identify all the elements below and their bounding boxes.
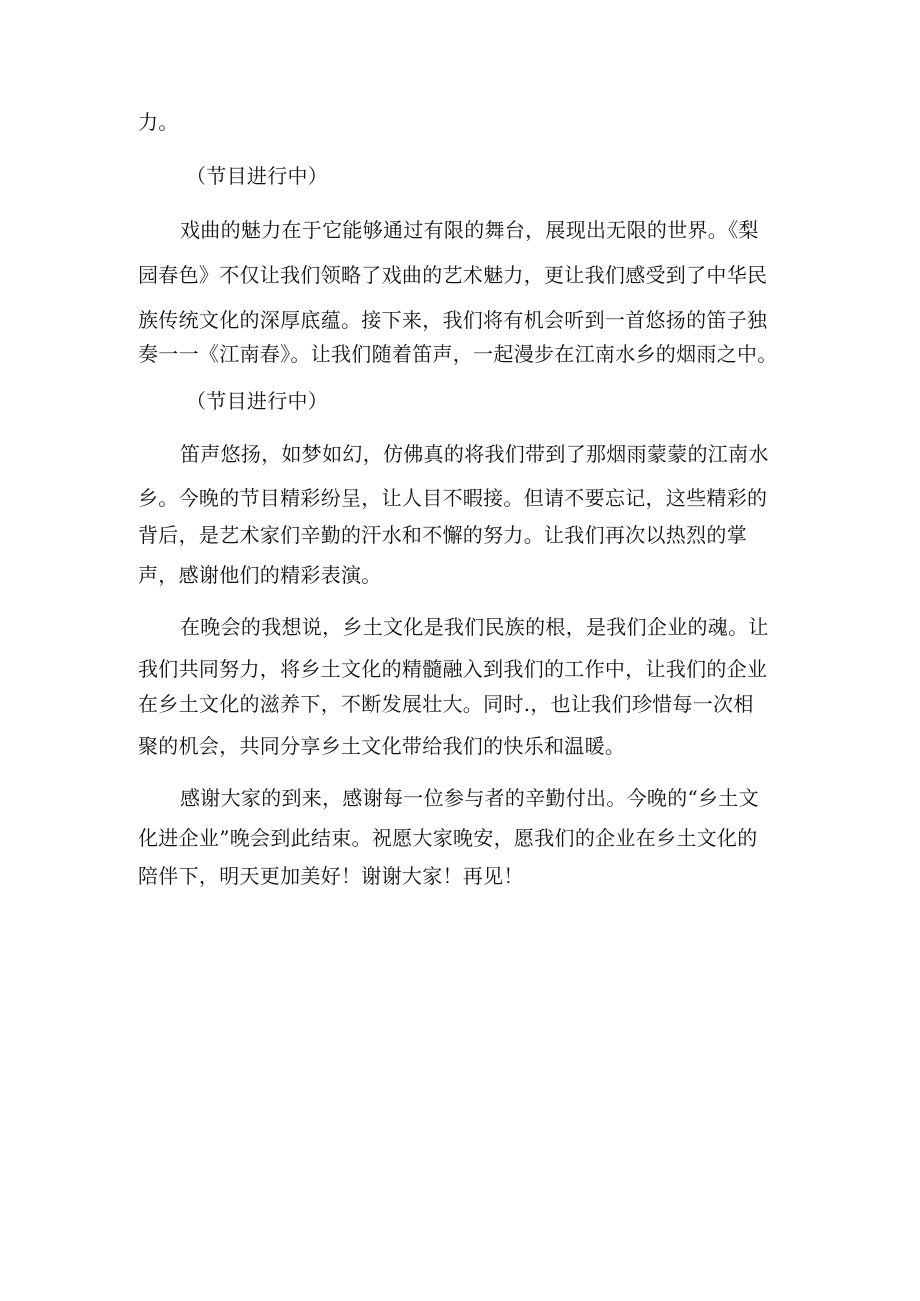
- text-line: 力。: [138, 110, 179, 134]
- text-line: 声，感谢他们的精彩表演。: [138, 563, 382, 587]
- text-line: 我们共同努力，将乡土文化的精髓融入到我们的工作中，让我们的企业: [138, 657, 768, 681]
- text-line: 乡。今晚的节目精彩纷呈，让人目不暇接。但请不要忘记，这些精彩的: [138, 486, 768, 510]
- text-line: 化进企业”晚会到此结束。祝愿大家晚安，愿我们的企业在乡土文化的: [138, 826, 758, 850]
- text-line: 园春色》不仅让我们领略了戏曲的艺术魅力，更让我们感受到了中华民: [138, 263, 768, 287]
- stage-direction: （节目进行中）: [186, 164, 329, 188]
- text-line: 感谢大家的到来，感谢每一位参与者的辛勤付出。今晚的“乡土文: [180, 786, 759, 810]
- text-line: 聚的机会，共同分享乡土文化带给我们的快乐和温暖。: [138, 734, 626, 758]
- text-line: 奏一一《江南春》。让我们随着笛声，一起漫步在江南水乡的烟雨之中。: [138, 342, 778, 366]
- text-line: 在晚会的我想说，乡土文化是我们民族的根，是我们企业的魂。让: [180, 615, 769, 639]
- text-line: 在乡土文化的滋养下，不断发展壮大。同时.，也让我们珍惜每一次相: [138, 692, 754, 716]
- text-line: 族传统文化的深厚底蕴。接下来，我们将有机会听到一首悠扬的笛子独: [138, 308, 768, 332]
- text-line: 笛声悠扬，如梦如幻，仿佛真的将我们带到了那烟雨蒙蒙的江南水: [180, 442, 769, 466]
- stage-direction: （节目进行中）: [186, 389, 329, 413]
- text-line: 陪伴下，明天更加美好！谢谢大家！再见！: [138, 864, 524, 888]
- text-line: 戏曲的魅力在于它能够通过有限的舞台，展现出无限的世界。《梨: [180, 218, 759, 242]
- text-line: 背后，是艺术家们辛勤的汗水和不懈的努力。让我们再次以热烈的掌: [138, 523, 747, 547]
